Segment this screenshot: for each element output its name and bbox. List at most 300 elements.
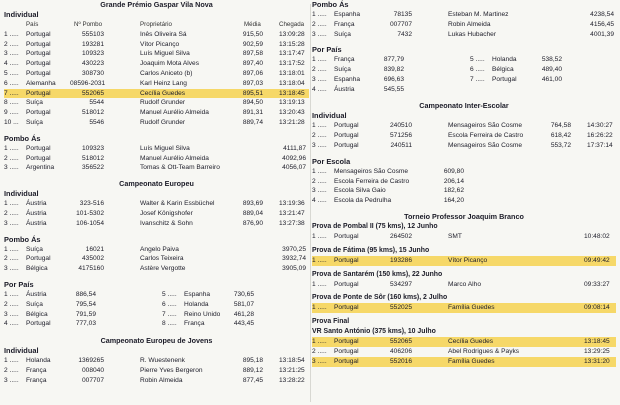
inter-individual-list [312,121,616,150]
row-owner: Angelo Paiva [140,245,179,253]
table-row [312,55,462,65]
row-country: Portugal [26,144,51,152]
row-rank: 2 ..... [312,20,327,28]
row-value: 777,03 [75,320,96,328]
row-country: Bélgica [26,265,48,273]
row-pigeon-id: 552016 [389,357,412,365]
row-points: 4156,45 [590,20,614,28]
row-country: Suíça [26,118,43,126]
table-row [4,319,154,329]
row-value: 461,00 [541,75,562,83]
table-row [312,337,616,347]
row-owner: Carlos Aniceto (b) [140,69,193,77]
row-arrival: 13:09:28 [279,30,305,38]
row-country: Portugal [334,280,359,288]
header-chegada: Chegada [279,21,305,28]
row-owner: Josef Königshofer [140,209,193,217]
row-arrival: 13:18:45 [584,338,610,346]
row-pigeon-id: 406206 [389,347,412,355]
row-arrival: 13:31:20 [584,357,610,365]
row-owner: Mensageiros São Cosme [448,122,523,130]
row-pigeon-id: 1369265 [78,356,104,364]
table-row [4,79,309,89]
table-row [4,59,309,69]
row-speed: 897,58 [242,50,263,58]
row-value: 443,45 [233,320,254,328]
row-rank: 5 ..... [470,56,485,64]
row-country: Reino Unido [184,310,221,318]
row-owner: Robin Almeida [140,376,183,384]
row-rank: 7 ..... [162,310,177,318]
table-row [470,65,616,75]
table-row [312,20,616,30]
row-pigeon-id: 78135 [393,11,412,18]
table-row [4,245,309,255]
row-country: Portugal [334,357,359,365]
row-rank: 1 ..... [4,200,19,208]
row-rank: 6 ..... [162,300,177,308]
row-rank: 3 ..... [312,141,327,149]
prova-title: Prova de Fátima (95 kms), 15 Junho [312,246,430,254]
row-pigeon-id: 193281 [81,40,104,48]
table-row [312,357,616,367]
row-speed: 553,72 [550,141,571,149]
table-row [4,154,309,164]
table-row [312,65,462,75]
row-country: Portugal [334,338,359,346]
row-arrival: 13:18:04 [279,79,305,87]
row-value: 730,65 [233,290,254,298]
row-arrival: 13:28:22 [279,376,305,384]
europeu-individual-list [4,199,309,228]
row-rank: 6 ..... [470,66,485,74]
prova-title: Prova de Ponte de Sôr (160 kms), 2 Julho [312,294,448,302]
prova-final-heading: Prova Final [312,318,350,326]
row-speed: 897,40 [242,60,263,68]
row-value: 545,55 [383,85,404,93]
left-column [4,0,309,385]
row-owner: Vítor Picanço [140,40,180,48]
prova-result-row [312,280,616,290]
row-owner: Walter & Karin Essbüchel [140,200,215,208]
row-speed: 915,50 [242,30,263,38]
row-country: Portugal [26,69,51,77]
row-country: Áustria [26,200,47,208]
row-points: 4056,07 [282,164,306,172]
row-country: Portugal [334,122,359,130]
row-country: Espanha [334,11,361,18]
gp-table-header [4,20,309,30]
table-row [4,69,309,79]
row-rank: 3 ..... [312,30,327,38]
row-owner: Robin Almeida [448,20,491,28]
row-rank: 9 ..... [4,109,19,117]
row-value: 886,54 [75,290,96,298]
row-value: 791,59 [75,310,96,318]
row-owner: Manuel Aurélio Almeida [140,109,209,117]
row-country: Suíça [26,300,43,308]
table-row [4,254,309,264]
row-country: Portugal [334,232,359,240]
row-pigeon-id: 356522 [81,164,104,172]
prova-title: Prova de Pombal II (75 kms), 12 Junho [312,222,438,230]
row-country: Bélgica [26,310,48,318]
row-country: Espanha [334,75,361,83]
row-pigeon-id: 435002 [81,255,104,263]
row-rank: 1 ..... [312,167,327,175]
row-owner: Luís Miguel Silva [140,144,190,152]
row-rank: 2 ..... [312,347,327,355]
right-por-pais-right-list [470,55,616,84]
row-arrival: 13:29:25 [584,347,610,355]
table-row [4,290,154,300]
row-rank: 1 ..... [312,11,327,18]
column-divider [310,4,311,402]
row-owner: Cecília Guedes [448,338,494,346]
row-rank: 3 ..... [4,219,19,227]
row-arrival: 10:48:02 [584,232,610,240]
row-pigeon-id: 240510 [389,122,412,130]
table-row [312,10,616,20]
row-value: 489,40 [541,66,562,74]
row-owner: Esteban M. Martinez [448,11,509,18]
row-rank: 4 ..... [4,60,19,68]
row-pigeon-id: 518012 [81,154,104,162]
row-arrival: 13:18:45 [279,89,305,97]
row-arrival: 16:26:22 [587,132,613,140]
row-points: 3905,09 [282,265,306,273]
row-arrival: 14:30:27 [587,122,613,130]
row-arrival: 13:18:54 [279,356,305,364]
row-owner: Ivanschitz & Sohn [140,219,193,227]
row-pigeon-id: 106-1054 [76,219,104,227]
table-row [4,118,309,128]
row-value: 164,20 [443,197,464,205]
row-pigeon-id: 007707 [81,376,104,384]
table-row [312,347,616,357]
row-speed: 618,42 [550,132,571,140]
row-speed: 876,90 [242,219,263,227]
row-pigeon-id: 323-516 [79,200,104,208]
row-country: França [26,376,47,384]
row-country: Portugal [26,154,51,162]
row-points: 3970,25 [282,245,306,253]
row-rank: 1 ..... [4,290,19,298]
provas-list [312,222,616,317]
row-country: França [26,366,47,374]
row-owner: Pierre Yves Bergeron [140,366,203,374]
row-owner: Inês Oliveira Sá [140,30,187,38]
table-row [4,366,309,376]
table-row [4,30,309,40]
row-rank: 5 ..... [4,69,19,77]
prova-result-row [312,256,616,266]
row-value: 609,80 [443,167,464,175]
row-country: Espanha [184,290,211,298]
row-country: Bélgica [492,66,514,74]
row-rank: 7 ..... [4,89,19,97]
row-value: 581,07 [233,300,254,308]
row-country: França [184,320,205,328]
row-rank: 2 ..... [312,177,327,185]
gp-pombo-as-heading: Pombo Ás [4,133,41,143]
table-row [470,75,616,85]
row-country: Argentina [26,164,55,172]
row-rank: 2 ..... [4,209,19,217]
row-country: Portugal [26,109,51,117]
table-row [312,177,616,187]
row-rank: 7 ..... [470,75,485,83]
row-pigeon-id: 5544 [89,99,104,107]
table-row [4,144,309,154]
row-pigeon-id: 571256 [389,132,412,140]
row-value: 795,54 [75,300,96,308]
row-pigeon-id: 552065 [389,338,412,346]
row-pigeon-id: 552065 [81,89,104,97]
row-school: Escola Silva Gaio [334,187,386,195]
table-row [312,141,616,151]
row-country: Portugal [26,60,51,68]
row-school: Escola da Pedrulha [334,197,392,205]
table-row [312,75,462,85]
row-rank: 1 ..... [312,280,327,288]
row-rank: 2 ..... [4,154,19,162]
por-escola-heading: Por Escola [312,156,351,166]
prova-final-subtitle: VR Santo António (375 kms), 10 Julho [312,328,436,336]
row-country: Holanda [26,356,51,364]
row-owner: Luís Miguel Silva [140,50,190,58]
row-country: Portugal [334,304,359,312]
row-country: Portugal [334,132,359,140]
row-rank: 1 ..... [4,356,19,364]
row-rank: 2 ..... [4,255,19,263]
row-owner: Joaquim Mota Alves [140,60,200,68]
row-rank: 1 ..... [312,232,327,240]
row-country: Portugal [334,347,359,355]
row-rank: 10 ... [4,118,19,126]
row-speed: 897,03 [242,79,263,87]
row-country: Portugal [26,320,51,328]
row-country: Holanda [492,56,517,64]
row-arrival: 09:08:14 [584,304,610,312]
prova-title: Prova de Santarém (150 kms), 22 Junho [312,270,443,278]
row-pigeon-id: 308730 [81,69,104,77]
jovens-title: Campeonato Europeu de Jovens [100,335,213,345]
table-row [4,89,309,99]
row-arrival: 13:19:36 [279,200,305,208]
row-rank: 3 ..... [4,164,19,172]
row-rank: 6 ..... [4,79,19,87]
row-pigeon-id: 552025 [389,304,412,312]
row-arrival: 13:17:47 [279,50,305,58]
row-country: Portugal [334,256,359,264]
header-proprietario: Proprietário [140,21,172,28]
row-owner: Rudolf Grunder [140,118,186,126]
row-school: Mensageiros São Cosme [334,167,409,175]
row-rank: 3 ..... [312,75,327,83]
table-row [4,219,309,229]
row-arrival: 13:27:38 [279,219,305,227]
row-arrival: 13:20:43 [279,109,305,117]
table-row [4,40,309,50]
row-points: 4092,96 [282,154,306,162]
row-rank: 3 ..... [4,310,19,318]
row-rank: 2 ..... [4,40,19,48]
prova-result-row [312,232,616,242]
row-country: Suíça [26,99,43,107]
row-pigeon-id: 518012 [81,109,104,117]
table-row [312,121,616,131]
prova-result-row [312,303,616,313]
row-rank: 3 ..... [4,265,19,273]
row-value: 696,63 [383,75,404,83]
row-rank: 1 ..... [4,144,19,152]
row-pigeon-id: 555103 [81,30,104,38]
row-arrival: 13:15:28 [279,40,305,48]
inter-individual-heading: Individual [312,111,347,121]
row-rank: 3 ..... [4,376,19,384]
table-row [162,319,309,329]
row-rank: 4 ..... [312,85,327,93]
row-rank: 1 ..... [312,304,327,312]
row-speed: 891,31 [242,109,263,117]
row-speed: 764,58 [550,122,571,130]
row-pigeon-id: 109323 [81,50,104,58]
row-owner: SMT [448,232,462,240]
row-country: Áustria [334,85,355,93]
row-rank: 8 ..... [4,99,19,107]
row-country: Portugal [26,89,51,97]
table-row [4,209,309,219]
row-value: 182,62 [443,187,464,195]
row-country: Áustria [26,290,47,298]
gp-title: Grande Prémio Gaspar Vila Nova [100,0,213,9]
row-country: França [334,20,355,28]
row-pigeon-id: 7432 [397,30,412,38]
table-row [312,167,616,177]
jovens-individual-heading: Individual [4,345,39,355]
row-country: Portugal [26,30,51,38]
row-owner: Marco Alho [448,280,481,288]
row-owner: R. Wuestenenk [140,356,185,364]
right-column [312,0,616,367]
inter-escolar-title: Campeonato Inter-Escolar [419,101,509,111]
row-pigeon-id: 008040 [81,366,104,374]
europeu-individual-heading: Individual [4,189,39,199]
row-owner: Vítor Picanço [448,256,488,264]
torneio-title: Torneio Professor Joaquim Branco [404,211,524,221]
row-owner: Rudolf Grunder [140,99,186,107]
row-owner: Mensageiros São Cosme [448,141,523,149]
row-rank: 5 ..... [162,290,177,298]
row-rank: 2 ..... [312,132,327,140]
table-row [4,376,309,386]
row-rank: 2 ..... [4,366,19,374]
row-country: Alemanha [26,79,56,87]
row-points: 4111,87 [283,144,306,152]
row-rank: 3 ..... [4,50,19,58]
row-owner: Família Guedes [448,357,495,365]
table-row [4,49,309,59]
table-row [4,98,309,108]
row-country: Portugal [492,75,517,83]
table-row [4,310,154,320]
header-media: Média [244,21,261,28]
europeu-por-pais-heading: Por País [4,279,34,289]
row-rank: 1 ..... [312,256,327,264]
row-rank: 3 ..... [312,187,327,195]
row-arrival: 17:37:14 [587,141,613,149]
right-por-pais-left-list [312,55,462,94]
row-country: Suíça [26,245,43,253]
gp-individual-heading: Individual [4,10,39,19]
row-owner: Família Guedes [448,304,495,312]
row-pigeon-id: 101-5302 [76,209,104,217]
row-rank: 2 ..... [4,300,19,308]
row-country: Suíça [334,30,351,38]
row-rank: 1 ..... [312,122,327,130]
row-speed: 895,51 [242,89,263,97]
row-rank: 1 ..... [312,338,327,346]
row-arrival: 13:19:13 [279,99,305,107]
final-results-list [312,337,616,366]
row-pigeon-id: 16021 [85,245,104,253]
right-pombo-as-heading: Pombo Ás [312,0,349,9]
row-arrival: 13:21:47 [279,209,305,217]
row-country: Portugal [26,40,51,48]
row-arrival: 13:17:52 [279,60,305,68]
row-speed: 894,50 [242,99,263,107]
row-pigeon-id: 4175160 [78,265,104,273]
row-pigeon-id: 109323 [81,144,104,152]
europeu-por-pais-block [4,290,309,330]
table-row [4,300,154,310]
header-pais: País [26,21,39,28]
row-country: Áustria [26,209,47,217]
row-owner: Astère Vergotte [140,265,186,273]
jovens-individual-list [4,356,309,385]
row-speed: 893,69 [242,200,263,208]
row-arrival: 09:33:27 [584,280,610,288]
row-owner: Cecília Guedes [140,89,186,97]
row-country: Portugal [26,50,51,58]
row-country: Portugal [334,141,359,149]
por-escola-list [312,167,616,206]
row-arrival: 09:49:42 [584,256,610,264]
europeu-pombo-as-list [4,245,309,274]
table-row [4,356,309,366]
row-speed: 889,04 [242,209,263,217]
row-speed: 889,12 [242,366,263,374]
row-owner: Karl Heinz Lang [140,79,187,87]
row-pigeon-id: 240511 [390,141,412,149]
table-row [312,131,616,141]
row-rank: 8 ..... [162,320,177,328]
table-row [4,108,309,118]
row-arrival: 13:21:25 [279,366,305,374]
table-row [4,199,309,209]
row-owner: Carlos Teixeira [140,255,184,263]
europeu-pombo-as-heading: Pombo Ás [4,234,41,244]
row-pigeon-id: 193286 [389,256,412,264]
row-rank: 1 ..... [4,30,19,38]
row-country: Suíça [334,66,351,74]
table-row [162,310,309,320]
row-speed: 902,59 [242,40,263,48]
row-pigeon-id: 264502 [389,232,412,240]
row-owner: Escola Ferreira de Castro [448,132,524,140]
header-pombo: Nº Pombo [74,21,103,28]
